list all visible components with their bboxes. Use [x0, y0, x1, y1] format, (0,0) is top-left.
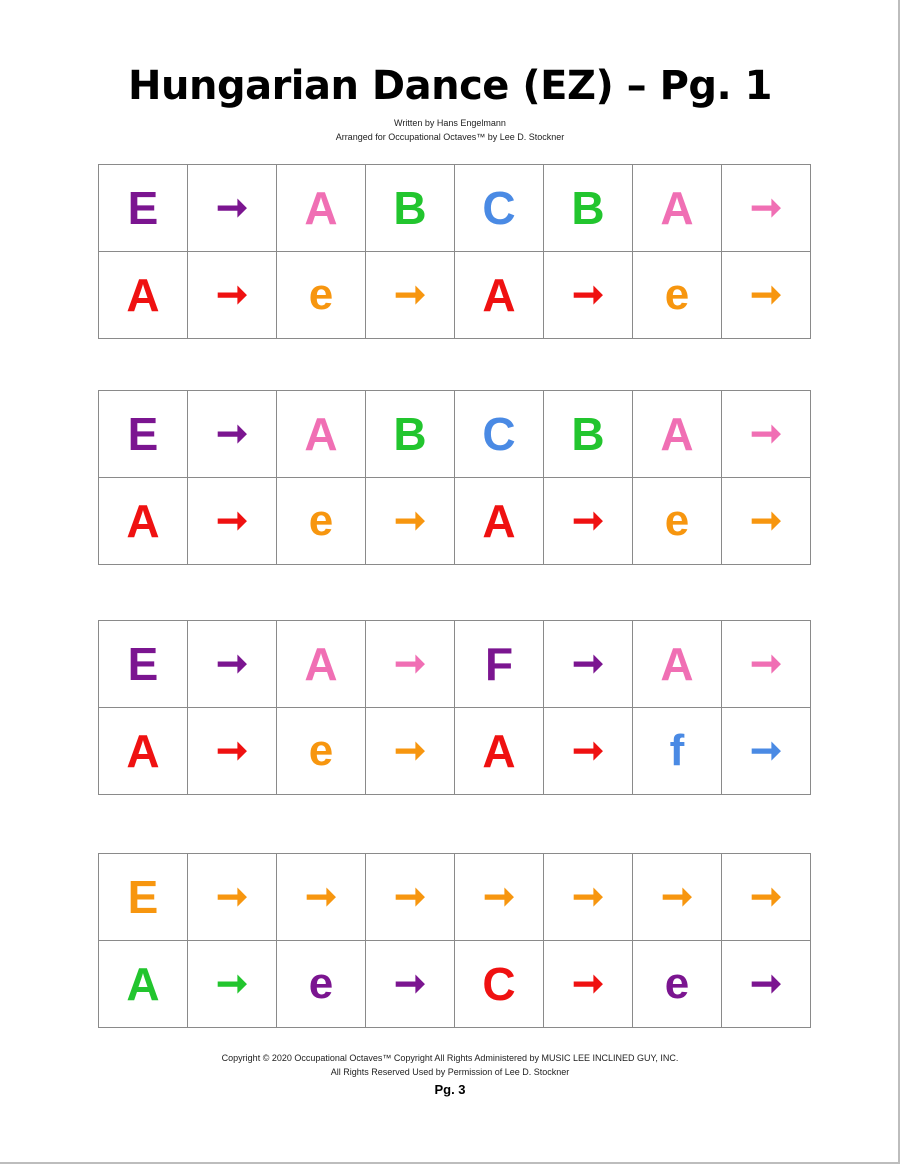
arranged-by-credit: Arranged for Occupational Octaves™ by Lee D. Stockner	[335, 132, 565, 142]
note-letter: A	[277, 391, 366, 478]
note-letter: B	[544, 165, 633, 252]
note-letter: A	[455, 252, 544, 339]
right-arrow-icon: ➞	[544, 941, 633, 1028]
right-arrow-icon: ➞	[722, 165, 811, 252]
right-arrow-icon: ➞	[366, 478, 455, 565]
note-letter: f	[633, 708, 722, 795]
written-by-credit: Written by Hans Engelmann	[394, 118, 506, 128]
note-letter: A	[277, 621, 366, 708]
note-grid-4	[98, 853, 811, 1028]
note-letter: e	[277, 252, 366, 339]
right-arrow-icon: ➞	[722, 941, 811, 1028]
copyright-notice: Copyright © 2020 Occupational Octaves™ Copyright All Rights Administered by MUSIC LEE INCLINED GUY, INC.	[221, 1053, 679, 1063]
page-title: Hungarian Dance (EZ) – Pg. 1	[128, 63, 772, 109]
note-letter: e	[277, 941, 366, 1028]
note-letter: B	[544, 391, 633, 478]
note-grid-1	[98, 164, 811, 339]
note-row	[99, 165, 811, 252]
right-arrow-icon: ➞	[722, 854, 811, 941]
right-arrow-icon: ➞	[277, 854, 366, 941]
page-number: Pg. 3	[434, 1082, 466, 1097]
note-letter: A	[633, 165, 722, 252]
right-arrow-icon: ➞	[455, 854, 544, 941]
note-letter: E	[99, 391, 188, 478]
note-letter: E	[99, 621, 188, 708]
right-arrow-icon: ➞	[722, 391, 811, 478]
right-arrow-icon: ➞	[633, 854, 722, 941]
rights-notice: All Rights Reserved Used by Permission of Lee D. Stockner	[330, 1067, 570, 1077]
right-arrow-icon: ➞	[366, 621, 455, 708]
right-arrow-icon: ➞	[188, 854, 277, 941]
right-arrow-icon: ➞	[544, 478, 633, 565]
note-row	[99, 941, 811, 1028]
right-arrow-icon: ➞	[544, 854, 633, 941]
note-letter: A	[455, 708, 544, 795]
note-letter: A	[455, 478, 544, 565]
note-letter: C	[455, 941, 544, 1028]
right-arrow-icon: ➞	[722, 252, 811, 339]
note-letter: A	[99, 708, 188, 795]
right-arrow-icon: ➞	[188, 708, 277, 795]
note-row	[99, 252, 811, 339]
right-arrow-icon: ➞	[366, 708, 455, 795]
right-arrow-icon: ➞	[188, 252, 277, 339]
right-arrow-icon: ➞	[188, 941, 277, 1028]
note-letter: B	[366, 391, 455, 478]
note-row	[99, 391, 811, 478]
right-arrow-icon: ➞	[544, 252, 633, 339]
note-letter: A	[633, 621, 722, 708]
right-arrow-icon: ➞	[366, 941, 455, 1028]
note-letter: e	[633, 252, 722, 339]
right-arrow-icon: ➞	[544, 621, 633, 708]
note-letter: e	[277, 708, 366, 795]
note-row	[99, 854, 811, 941]
note-grid-3	[98, 620, 811, 795]
note-letter: A	[99, 478, 188, 565]
note-letter: B	[366, 165, 455, 252]
note-letter: A	[99, 252, 188, 339]
right-arrow-icon: ➞	[722, 708, 811, 795]
right-arrow-icon: ➞	[366, 252, 455, 339]
note-letter: e	[277, 478, 366, 565]
right-arrow-icon: ➞	[544, 708, 633, 795]
note-row	[99, 478, 811, 565]
note-letter: E	[99, 854, 188, 941]
note-letter: C	[455, 165, 544, 252]
right-arrow-icon: ➞	[188, 478, 277, 565]
right-arrow-icon: ➞	[188, 621, 277, 708]
right-arrow-icon: ➞	[188, 165, 277, 252]
note-letter: e	[633, 478, 722, 565]
note-letter: F	[455, 621, 544, 708]
right-arrow-icon: ➞	[366, 854, 455, 941]
note-letter: C	[455, 391, 544, 478]
note-letter: e	[633, 941, 722, 1028]
note-letter: A	[633, 391, 722, 478]
right-arrow-icon: ➞	[722, 621, 811, 708]
note-letter: A	[277, 165, 366, 252]
note-letter: A	[99, 941, 188, 1028]
right-arrow-icon: ➞	[188, 391, 277, 478]
note-grid-2	[98, 390, 811, 565]
note-row	[99, 621, 811, 708]
right-arrow-icon: ➞	[722, 478, 811, 565]
note-letter: E	[99, 165, 188, 252]
note-row	[99, 708, 811, 795]
